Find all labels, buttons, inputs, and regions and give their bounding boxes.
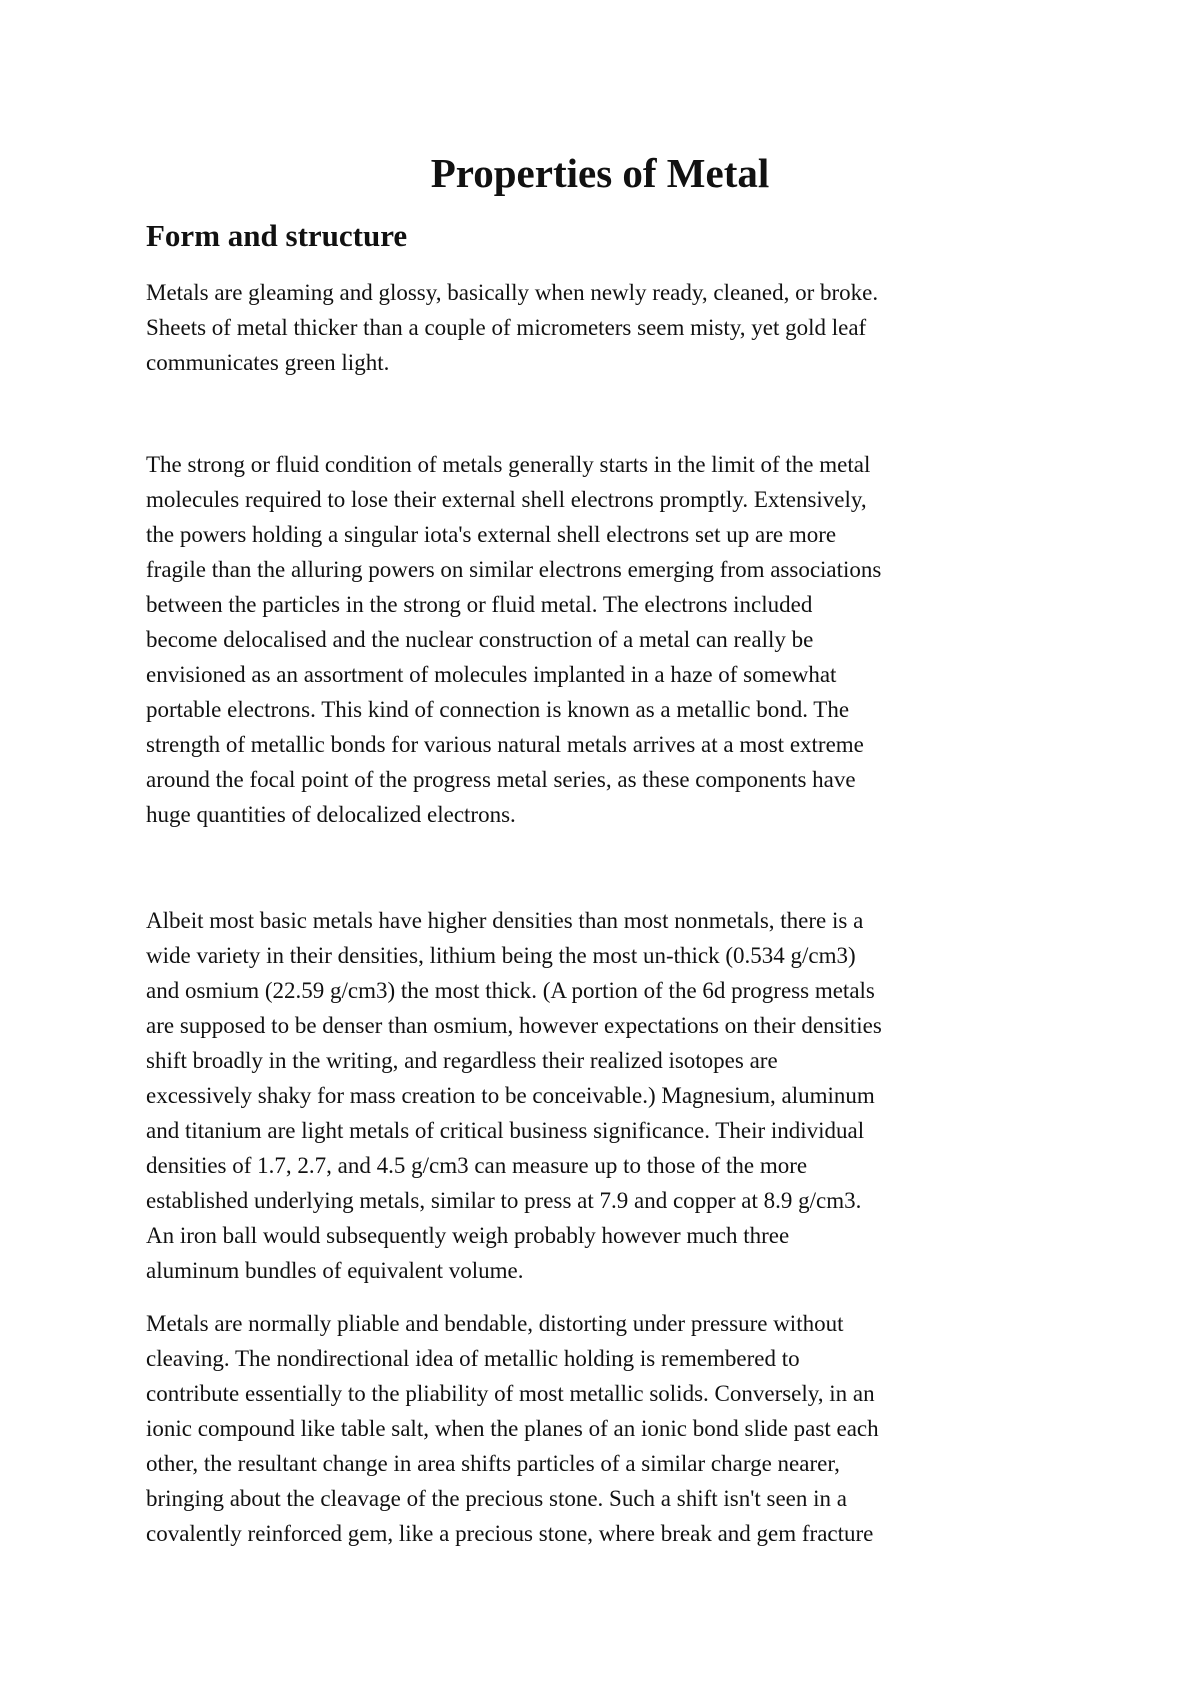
paragraph-line: between the particles in the strong or fluid metal. The electrons included [146,592,813,617]
paragraph-line: cleaving. The nondirectional idea of metallic holding is remembered to [146,1346,800,1371]
paragraph-line: excessively shaky for mass creation to be conceivable.) Magnesium, aluminum [146,1083,875,1108]
paragraph-line: contribute essentially to the pliability of most metallic solids. Conversely, in an [146,1381,875,1406]
paragraph-line: are supposed to be denser than osmium, however expectations on their densities [146,1013,882,1038]
paragraph-line: covalently reinforced gem, like a precious stone, where break and gem fracture [146,1521,874,1546]
paragraph-line: envisioned as an assortment of molecules implanted in a haze of somewhat [146,662,837,687]
document-title: Properties of Metal [430,150,770,196]
paragraph-line: portable electrons. This kind of connection is known as a metallic bond. The [146,697,850,722]
paragraph-line: An iron ball would subsequently weigh probably however much three [146,1223,790,1248]
paragraph-line: strength of metallic bonds for various natural metals arrives at a most extreme [146,732,864,757]
paragraph-line: around the focal point of the progress metal series, as these components have [146,767,856,792]
paragraph-line: established underlying metals, similar to press at 7.9 and copper at 8.9 g/cm3. [146,1188,862,1213]
paragraph-line: communicates green light. [146,350,390,375]
paragraph-pliability [146,1306,1086,1551]
paragraph-densities [146,903,1086,1288]
section-heading: Form and structure [146,218,408,253]
paragraph-line: Albeit most basic metals have higher densities than most nonmetals, there is a [146,908,864,933]
paragraph-line: other, the resultant change in area shifts particles of a similar charge nearer, [146,1451,840,1476]
paragraph-line: and titanium are light metals of critical business significance. Their individual [146,1118,865,1143]
paragraph-line: ionic compound like table salt, when the planes of an ionic bond slide past each [146,1416,879,1441]
paragraph-line: wide variety in their densities, lithium being the most un-thick (0.534 g/cm3) [146,943,856,968]
paragraph-line: shift broadly in the writing, and regardless their realized isotopes are [146,1048,778,1073]
paragraph-line: molecules required to lose their external shell electrons promptly. Extensively, [146,487,867,512]
paragraph-line: and osmium (22.59 g/cm3) the most thick. (A portion of the 6d progress metals [146,978,875,1003]
paragraph-line: fragile than the alluring powers on similar electrons emerging from associations [146,557,882,582]
paragraph-line: the powers holding a singular iota's external shell electrons set up are more [146,522,837,547]
paragraph-line: densities of 1.7, 2.7, and 4.5 g/cm3 can measure up to those of the more [146,1153,808,1178]
paragraph-line: Sheets of metal thicker than a couple of micrometers seem misty, yet gold leaf [146,315,867,340]
paragraph-line: huge quantities of delocalized electrons. [146,802,516,827]
paragraph-line: become delocalised and the nuclear construction of a metal can really be [146,627,814,652]
paragraph-line: Metals are gleaming and glossy, basically when newly ready, cleaned, or broke. [146,280,879,305]
paragraph-appearance [146,275,1086,380]
paragraph-line: aluminum bundles of equivalent volume. [146,1258,524,1283]
paragraph-line: bringing about the cleavage of the precious stone. Such a shift isn't seen in a [146,1486,847,1511]
paragraph-line: Metals are normally pliable and bendable, distorting under pressure without [146,1311,844,1336]
paragraph-line: The strong or fluid condition of metals generally starts in the limit of the metal [146,452,871,477]
paragraph-metallic-bond [146,447,1086,832]
